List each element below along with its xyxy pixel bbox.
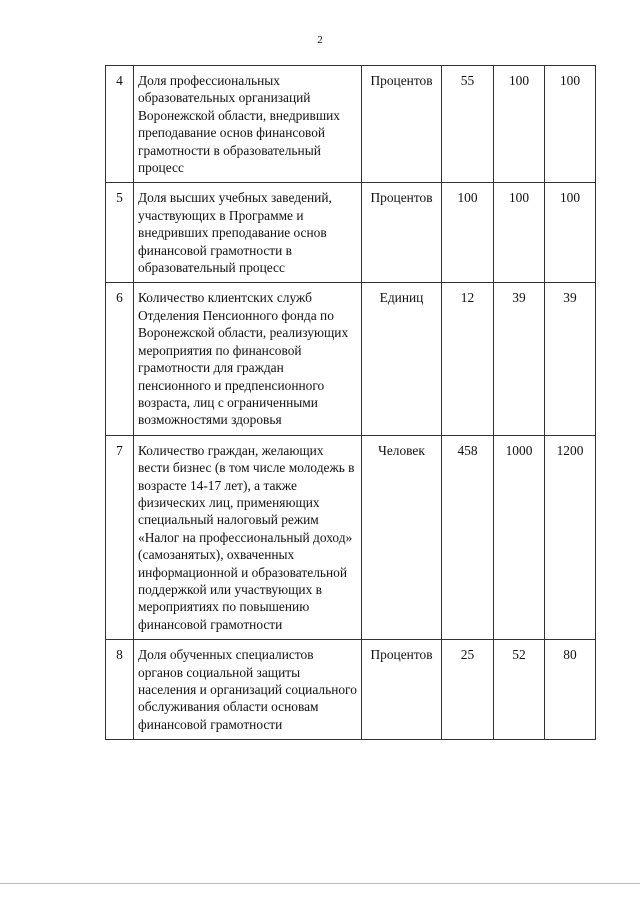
table-row (106, 66, 596, 183)
row-number: 7 (106, 435, 134, 639)
value-year-2: 52 (494, 640, 545, 740)
table-row (106, 283, 596, 435)
value-year-3: 39 (545, 283, 596, 435)
value-year-1: 25 (442, 640, 494, 740)
value-year-1: 100 (442, 183, 494, 283)
value-year-1: 55 (442, 66, 494, 183)
row-number: 4 (106, 66, 134, 183)
row-number: 6 (106, 283, 134, 435)
value-year-1: 458 (442, 435, 494, 639)
value-year-2: 1000 (494, 435, 545, 639)
unit-of-measure: Процентов (362, 183, 442, 283)
indicator-name: Доля высших учебных заведений, участвующих в Программе и внедривших преподавание основ финансовой грамотности в образовательный процесс (134, 183, 362, 283)
unit-of-measure: Процентов (362, 640, 442, 740)
table-row (106, 640, 596, 740)
table-row (106, 183, 596, 283)
value-year-2: 100 (494, 183, 545, 283)
bottom-rule (0, 883, 640, 884)
value-year-3: 100 (545, 183, 596, 283)
indicators-table (105, 65, 596, 740)
value-year-2: 39 (494, 283, 545, 435)
page-number: 2 (317, 34, 323, 46)
indicator-name: Доля профессиональных образовательных организаций Воронежской области, внедривших преподавание основ финансовой грамотности в образовательный процесс (134, 66, 362, 183)
value-year-3: 80 (545, 640, 596, 740)
value-year-3: 100 (545, 66, 596, 183)
table-row (106, 435, 596, 639)
row-number: 5 (106, 183, 134, 283)
row-number: 8 (106, 640, 134, 740)
unit-of-measure: Единиц (362, 283, 442, 435)
unit-of-measure: Человек (362, 435, 442, 639)
value-year-3: 1200 (545, 435, 596, 639)
indicator-name: Доля обученных специалистов органов социальной защиты населения и организаций социального обслуживания области основам финансовой грамотности (134, 640, 362, 740)
value-year-1: 12 (442, 283, 494, 435)
indicator-name: Количество граждан, желающих вести бизнес (в том числе молодежь в возрасте 14-17 лет), а также физических лиц, применяющих специальный налоговый режим «Налог на профессиональный доход» (самозанятых), охваченных информационной и образовательной поддержкой или участвующих в мероприятиях по повышению финансовой грамотности (134, 435, 362, 639)
indicator-name: Количество клиентских служб Отделения Пенсионного фонда по Воронежской области, реализующих мероприятия по финансовой грамотности для граждан пенсионного и предпенсионного возраста, лиц с ограниченными возможностями здоровья (134, 283, 362, 435)
value-year-2: 100 (494, 66, 545, 183)
unit-of-measure: Процентов (362, 66, 442, 183)
